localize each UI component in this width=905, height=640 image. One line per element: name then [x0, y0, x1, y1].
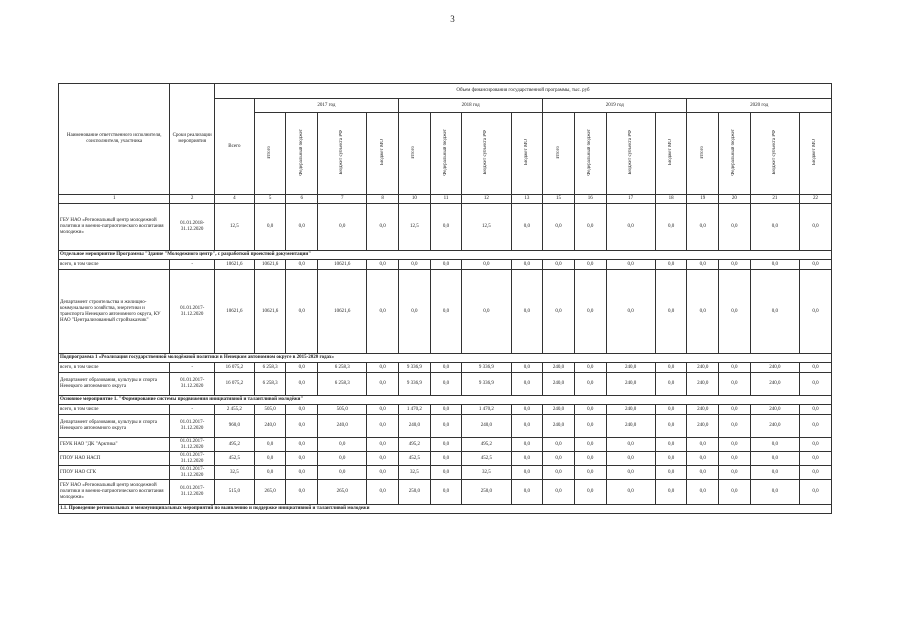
amount-cell: 240,0 — [462, 415, 511, 438]
amount-cell: 240,0 — [543, 363, 575, 373]
executor-name: ГБУК НАО "ДК "Арктика" — [59, 438, 170, 452]
table-header — [59, 84, 832, 204]
amount-cell: 0,0 — [574, 480, 606, 505]
amount-cell: 0,0 — [430, 452, 462, 466]
period-cell: 01.01.2017-31.12.2020 — [170, 438, 215, 452]
table-body — [59, 204, 832, 514]
amount-cell: 240,0 — [254, 415, 286, 438]
executor-name: ГПОУ НАО СГК — [59, 466, 170, 480]
amount-cell: 0,0 — [655, 270, 687, 354]
subcolumn-label: Бюджет субъекта РФ — [483, 129, 489, 175]
section-row — [59, 505, 832, 514]
subcolumn-label: Бюджет МО — [668, 139, 674, 165]
amount-cell: 0,0 — [511, 438, 543, 452]
amount-cell: 0,0 — [511, 466, 543, 480]
subcolumn-header — [719, 113, 751, 195]
amount-cell: 240,0 — [318, 415, 367, 438]
amount-cell: 0,0 — [799, 363, 831, 373]
subcolumn-header — [430, 113, 462, 195]
subcolumn-header — [462, 113, 511, 195]
column-number: 10 — [399, 195, 431, 204]
amount-cell: 0,0 — [687, 204, 719, 251]
amount-cell: 0,0 — [367, 466, 399, 480]
amount-cell: 0,0 — [286, 260, 318, 270]
amount-cell: 240,0 — [687, 363, 719, 373]
amount-cell: 0,0 — [286, 373, 318, 396]
amount-cell: 32,5 — [399, 466, 431, 480]
executor-name: всего, в том числе — [59, 363, 170, 373]
column-number: 1 — [59, 195, 170, 204]
column-number: 7 — [318, 195, 367, 204]
column-number: 17 — [606, 195, 655, 204]
amount-cell: 0,0 — [574, 204, 606, 251]
amount-cell: 0,0 — [367, 363, 399, 373]
amount-cell: 9 336,9 — [462, 363, 511, 373]
amount-cell: 0,0 — [462, 260, 511, 270]
amount-cell: 6 258,3 — [254, 363, 286, 373]
table-row — [59, 405, 832, 415]
column-number: 12 — [462, 195, 511, 204]
column-number: 2 — [170, 195, 215, 204]
amount-cell: 0,0 — [254, 438, 286, 452]
amount-cell: 0,0 — [655, 438, 687, 452]
amount-cell: 0,0 — [606, 270, 655, 354]
page-number: 3 — [450, 14, 455, 24]
amount-cell: 0,0 — [799, 373, 831, 396]
amount-cell: 0,0 — [655, 204, 687, 251]
amount-cell: 0,0 — [430, 363, 462, 373]
subcolumn-header — [286, 113, 318, 195]
subcolumn-header — [367, 113, 399, 195]
amount-cell: 9 336,9 — [399, 363, 431, 373]
amount-cell: 0,0 — [318, 438, 367, 452]
amount-cell: 0,0 — [719, 452, 751, 466]
amount-cell: 0,0 — [655, 452, 687, 466]
amount-cell: 240,0 — [750, 415, 799, 438]
period-cell: 01.01.2017-31.12.2020 — [170, 415, 215, 438]
deadline-column-header: Сроки реализации мероприятия — [170, 84, 215, 195]
amount-cell: 0,0 — [606, 480, 655, 505]
amount-cell: 0,0 — [687, 452, 719, 466]
amount-cell: 0,0 — [606, 260, 655, 270]
amount-cell: 0,0 — [799, 438, 831, 452]
amount-cell: 0,0 — [719, 415, 751, 438]
amount-cell: 240,0 — [606, 363, 655, 373]
year-header: 2017 год — [254, 99, 398, 113]
amount-cell: 0,0 — [655, 363, 687, 373]
amount-cell: 250,0 — [399, 480, 431, 505]
amount-cell: 6 258,3 — [318, 363, 367, 373]
executor-name: всего, в том числе — [59, 260, 170, 270]
amount-cell: 0,0 — [574, 466, 606, 480]
column-number-row — [59, 195, 832, 204]
amount-cell: 0,0 — [719, 373, 751, 396]
amount-cell: 0,0 — [655, 260, 687, 270]
amount-cell: 9 336,9 — [462, 373, 511, 396]
amount-cell: 0,0 — [511, 480, 543, 505]
amount-cell: 240,0 — [750, 405, 799, 415]
column-number: 19 — [687, 195, 719, 204]
amount-cell: 0,0 — [430, 405, 462, 415]
amount-cell: 0,0 — [286, 204, 318, 251]
section-title: Подпрограмма 1 «Реализация государственной молодёжной политики в Ненецком автономном округе в 2015-2020 годах» — [59, 354, 832, 363]
table-row — [59, 204, 832, 251]
subcolumn-header — [543, 113, 575, 195]
amount-cell: 0,0 — [430, 480, 462, 505]
amount-cell: 0,0 — [719, 480, 751, 505]
amount-cell: 10621,6 — [214, 270, 254, 354]
amount-cell: 0,0 — [430, 373, 462, 396]
amount-cell: 12,5 — [399, 204, 431, 251]
period-cell: - — [170, 405, 215, 415]
section-title: 1.1. Проведение региональных и межмуниципальных мероприятий по выявлению и поддержке инициативной и талантливой молодежи — [59, 505, 832, 514]
table-row — [59, 363, 832, 373]
subcolumn-label: Итого — [699, 145, 705, 159]
amount-cell: 0,0 — [574, 405, 606, 415]
amount-cell: 0,0 — [286, 405, 318, 415]
amount-cell: 0,0 — [367, 438, 399, 452]
amount-cell: 0,0 — [606, 204, 655, 251]
table-row — [59, 373, 832, 396]
amount-cell: 0,0 — [687, 466, 719, 480]
amount-cell: 505,0 — [254, 405, 286, 415]
subcolumn-label: Федеральный бюджет — [442, 128, 448, 176]
section-row — [59, 396, 832, 405]
amount-cell: 0,0 — [543, 438, 575, 452]
amount-cell: 240,0 — [750, 363, 799, 373]
amount-cell: 0,0 — [430, 260, 462, 270]
section-title: Отдельное мероприятие Программы "Здание "Молодежного центр", с разработкой проектной документации" — [59, 251, 832, 260]
amount-cell: 0,0 — [750, 466, 799, 480]
subcolumn-header — [574, 113, 606, 195]
amount-cell: 240,0 — [543, 405, 575, 415]
table-row — [59, 415, 832, 438]
amount-cell: 0,0 — [430, 204, 462, 251]
subcolumn-header — [750, 113, 799, 195]
subcolumn-label: Бюджет субъекта РФ — [339, 129, 345, 175]
amount-cell: 0,0 — [367, 204, 399, 251]
amount-cell: 0,0 — [286, 480, 318, 505]
amount-cell: 6 258,3 — [254, 373, 286, 396]
column-number: 8 — [367, 195, 399, 204]
amount-cell: 0,0 — [799, 260, 831, 270]
year-header: 2019 год — [543, 99, 687, 113]
period-cell: 01.01.2017-31.12.2020 — [170, 466, 215, 480]
amount-cell: 0,0 — [286, 452, 318, 466]
amount-cell: 452,5 — [399, 452, 431, 466]
period-cell: 01.01.2017-31.12.2020 — [170, 270, 215, 354]
amount-cell: 10621,6 — [214, 260, 254, 270]
amount-cell: 0,0 — [719, 466, 751, 480]
amount-cell: 0,0 — [462, 270, 511, 354]
amount-cell: 0,0 — [511, 373, 543, 396]
amount-cell: 0,0 — [543, 480, 575, 505]
amount-cell: 0,0 — [367, 260, 399, 270]
amount-cell: 0,0 — [750, 204, 799, 251]
amount-cell: 0,0 — [719, 204, 751, 251]
amount-cell: 0,0 — [286, 466, 318, 480]
table-row — [59, 466, 832, 480]
amount-cell: 0,0 — [719, 405, 751, 415]
amount-cell: 10621,6 — [318, 270, 367, 354]
executor-name: Департамент образования, культуры и спорта Ненецкого автономного округа — [59, 373, 170, 396]
period-cell: 01.01.2017-31.12.2020 — [170, 452, 215, 466]
amount-cell: 0,0 — [430, 466, 462, 480]
amount-cell: 0,0 — [286, 270, 318, 354]
amount-cell: 240,0 — [687, 405, 719, 415]
column-number: 6 — [286, 195, 318, 204]
subcolumn-header — [511, 113, 543, 195]
amount-cell: 0,0 — [799, 452, 831, 466]
year-header: 2018 год — [399, 99, 543, 113]
amount-cell: 16 075,2 — [214, 363, 254, 373]
amount-cell: 0,0 — [655, 466, 687, 480]
period-cell: - — [170, 260, 215, 270]
amount-cell: 0,0 — [574, 415, 606, 438]
section-title: Основное мероприятие 1. "Формирование системы продвижения инициативной и талантливой молодёжи" — [59, 396, 832, 405]
amount-cell: 0,0 — [574, 270, 606, 354]
amount-cell: 0,0 — [799, 415, 831, 438]
amount-cell: 0,0 — [719, 438, 751, 452]
executor-name: Департамент строительства и жилищно-коммунального хозяйства, энергетики и транспорта Ненецкого автономного округа, КУ НАО "Централизованный стройзаказчик" — [59, 270, 170, 354]
subcolumn-header — [799, 113, 831, 195]
amount-cell: 250,0 — [462, 480, 511, 505]
amount-cell: 495,2 — [214, 438, 254, 452]
amount-cell: 240,0 — [543, 415, 575, 438]
amount-cell: 0,0 — [543, 260, 575, 270]
column-number: 4 — [214, 195, 254, 204]
amount-cell: 240,0 — [687, 415, 719, 438]
amount-cell: 0,0 — [430, 438, 462, 452]
amount-cell: 960,0 — [214, 415, 254, 438]
subcolumn-label: Бюджет МО — [523, 139, 529, 165]
period-cell: - — [170, 363, 215, 373]
column-number: 13 — [511, 195, 543, 204]
amount-cell: 0,0 — [799, 466, 831, 480]
executor-name: ГПОУ НАО НАСП — [59, 452, 170, 466]
amount-cell: 0,0 — [367, 373, 399, 396]
amount-cell: 10621,6 — [318, 260, 367, 270]
subcolumn-label: Федеральный бюджет — [587, 128, 593, 176]
amount-cell: 265,0 — [254, 480, 286, 505]
amount-cell: 0,0 — [687, 270, 719, 354]
amount-cell: 32,5 — [214, 466, 254, 480]
amount-cell: 240,0 — [543, 373, 575, 396]
subcolumn-label: Бюджет МО — [812, 139, 818, 165]
table-row — [59, 480, 832, 505]
table-row — [59, 260, 832, 270]
amount-cell: 0,0 — [574, 363, 606, 373]
amount-cell: 0,0 — [719, 270, 751, 354]
amount-cell: 0,0 — [543, 452, 575, 466]
amount-cell: 0,0 — [719, 363, 751, 373]
amount-cell: 0,0 — [606, 438, 655, 452]
amount-cell: 265,0 — [318, 480, 367, 505]
amount-cell: 0,0 — [574, 260, 606, 270]
subcolumn-label: Итого — [267, 145, 273, 159]
amount-cell: 505,0 — [318, 405, 367, 415]
amount-cell: 0,0 — [799, 270, 831, 354]
subcolumn-label: Итого — [555, 145, 561, 159]
subcolumn-label: Итого — [411, 145, 417, 159]
amount-cell: 12,5 — [462, 204, 511, 251]
executor-name: ГБУ НАО «Региональный центр молодежной политики и военно-патриотического воспитания молодежи» — [59, 204, 170, 251]
amount-cell: 0,0 — [799, 480, 831, 505]
amount-cell: 0,0 — [367, 405, 399, 415]
amount-cell: 0,0 — [318, 452, 367, 466]
amount-cell: 0,0 — [655, 480, 687, 505]
amount-cell: 0,0 — [430, 415, 462, 438]
amount-cell: 0,0 — [543, 466, 575, 480]
amount-cell: 0,0 — [286, 415, 318, 438]
column-number: 11 — [430, 195, 462, 204]
column-number: 22 — [799, 195, 831, 204]
amount-cell: 240,0 — [750, 373, 799, 396]
amount-cell: 0,0 — [574, 452, 606, 466]
amount-cell: 9 336,9 — [399, 373, 431, 396]
subcolumn-label: Бюджет субъекта РФ — [771, 129, 777, 175]
subcolumn-header — [254, 113, 286, 195]
table-row — [59, 438, 832, 452]
amount-cell: 240,0 — [606, 415, 655, 438]
section-row — [59, 354, 832, 363]
subcolumn-header — [399, 113, 431, 195]
amount-cell: 1 470,2 — [462, 405, 511, 415]
amount-cell: 16 075,2 — [214, 373, 254, 396]
amount-cell: 0,0 — [254, 452, 286, 466]
amount-cell: 0,0 — [399, 260, 431, 270]
executor-name: Департамент образования, культуры и спорта Ненецкого автономного округа — [59, 415, 170, 438]
amount-cell: 0,0 — [606, 452, 655, 466]
amount-cell: 0,0 — [655, 373, 687, 396]
amount-cell: 0,0 — [750, 438, 799, 452]
amount-cell: 0,0 — [286, 363, 318, 373]
amount-cell: 0,0 — [511, 415, 543, 438]
amount-cell: 0,0 — [750, 270, 799, 354]
amount-cell: 0,0 — [687, 260, 719, 270]
amount-cell: 240,0 — [606, 405, 655, 415]
amount-cell: 240,0 — [399, 415, 431, 438]
subcolumn-label: Бюджет субъекта РФ — [627, 129, 633, 175]
subcolumn-header — [687, 113, 719, 195]
period-cell: 01.01.2017-31.12.2020 — [170, 373, 215, 396]
executor-name: всего, в том числе — [59, 405, 170, 415]
amount-cell: 495,2 — [399, 438, 431, 452]
amount-cell: 0,0 — [511, 452, 543, 466]
subcolumn-label: Бюджет МО — [379, 139, 385, 165]
total-column-header: Всего — [214, 99, 254, 195]
column-number: 15 — [543, 195, 575, 204]
funding-title: Объем финансирования государственной программы, тыс. руб — [214, 84, 831, 99]
subcolumn-label: Федеральный бюджет — [731, 128, 737, 176]
amount-cell: 0,0 — [543, 270, 575, 354]
amount-cell: 10621,6 — [254, 260, 286, 270]
amount-cell: 0,0 — [511, 363, 543, 373]
amount-cell: 0,0 — [750, 452, 799, 466]
amount-cell: 0,0 — [399, 270, 431, 354]
amount-cell: 0,0 — [511, 260, 543, 270]
year-header: 2020 год — [687, 99, 832, 113]
name-column-header: Наименование ответственного исполнителя, соисполнителя, участника — [59, 84, 170, 195]
executor-name: ГБУ НАО «Региональный центр молодежной политики и военно-патриотического воспитания молодежи» — [59, 480, 170, 505]
amount-cell: 0,0 — [511, 405, 543, 415]
amount-cell: 10621,6 — [254, 270, 286, 354]
table-row — [59, 452, 832, 466]
amount-cell: 0,0 — [511, 270, 543, 354]
subcolumn-header — [655, 113, 687, 195]
amount-cell: 0,0 — [367, 270, 399, 354]
amount-cell: 515,0 — [214, 480, 254, 505]
amount-cell: 1 470,2 — [399, 405, 431, 415]
period-cell: 01.01.2017-31.12.2020 — [170, 480, 215, 505]
amount-cell: 0,0 — [750, 480, 799, 505]
amount-cell: 0,0 — [687, 438, 719, 452]
amount-cell: 240,0 — [606, 373, 655, 396]
column-number: 21 — [750, 195, 799, 204]
column-number: 5 — [254, 195, 286, 204]
amount-cell: 0,0 — [430, 270, 462, 354]
amount-cell: 0,0 — [687, 480, 719, 505]
amount-cell: 0,0 — [367, 452, 399, 466]
table-row — [59, 270, 832, 354]
amount-cell: 0,0 — [254, 204, 286, 251]
amount-cell: 0,0 — [318, 204, 367, 251]
amount-cell: 0,0 — [574, 438, 606, 452]
amount-cell: 0,0 — [655, 405, 687, 415]
amount-cell: 0,0 — [318, 466, 367, 480]
amount-cell: 452,5 — [214, 452, 254, 466]
amount-cell: 0,0 — [750, 260, 799, 270]
section-row — [59, 251, 832, 260]
amount-cell: 0,0 — [799, 204, 831, 251]
amount-cell: 12,5 — [214, 204, 254, 251]
amount-cell: 0,0 — [367, 415, 399, 438]
amount-cell: 0,0 — [511, 204, 543, 251]
subcolumn-label: Федеральный бюджет — [298, 128, 304, 176]
amount-cell: 6 258,3 — [318, 373, 367, 396]
amount-cell: 0,0 — [286, 438, 318, 452]
amount-cell: 240,0 — [687, 373, 719, 396]
amount-cell: 32,5 — [462, 466, 511, 480]
amount-cell: 0,0 — [543, 204, 575, 251]
amount-cell: 0,0 — [574, 373, 606, 396]
amount-cell: 0,0 — [799, 405, 831, 415]
amount-cell: 0,0 — [719, 260, 751, 270]
amount-cell: 0,0 — [606, 466, 655, 480]
column-number: 18 — [655, 195, 687, 204]
funding-table — [58, 83, 832, 514]
amount-cell: 0,0 — [655, 415, 687, 438]
column-number: 16 — [574, 195, 606, 204]
amount-cell: 452,5 — [462, 452, 511, 466]
amount-cell: 0,0 — [367, 480, 399, 505]
period-cell: 01.01.2018-31.12.2020 — [170, 204, 215, 251]
column-number: 20 — [719, 195, 751, 204]
amount-cell: 2 455,2 — [214, 405, 254, 415]
subcolumn-header — [606, 113, 655, 195]
subcolumn-header — [318, 113, 367, 195]
amount-cell: 495,2 — [462, 438, 511, 452]
amount-cell: 0,0 — [254, 466, 286, 480]
